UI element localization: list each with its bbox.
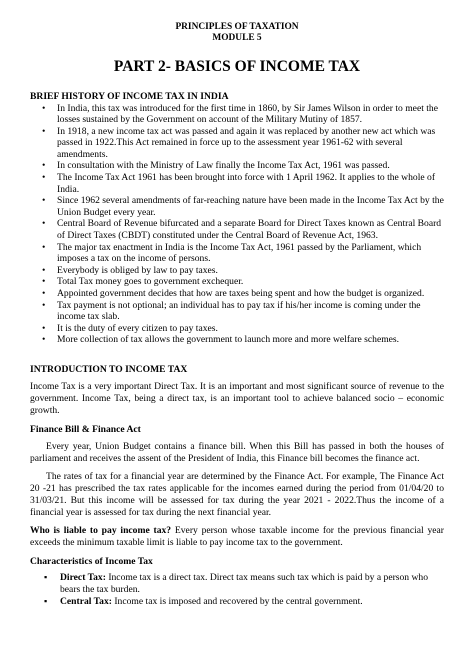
finance-paragraph-1: Every year, Union Budget contains a finance bill. When this Bill has passed in both the houses of parliament and receives the assent of the President of India, this Finance bill becomes the finance act. <box>30 440 444 464</box>
list-item: • Appointed government decides that how are taxes being spent and how the budget is organized. <box>30 288 444 300</box>
characteristic-text: Income tax is imposed and recovered by the central government. <box>111 596 363 608</box>
list-item: • In consultation with the Ministry of Law finally the Income Tax Act, 1961 was passed. <box>30 160 444 172</box>
characteristic-term: Central Tax: <box>60 596 112 608</box>
module-label: MODULE 5 <box>212 33 262 43</box>
list-item: • In 1918, a new income tax act was passed and again it was replaced by another new act which was passed in 1922.This Act remained in force up to the assessment year 1961-62 with several amendments. <box>30 126 444 161</box>
page-title: PART 2- BASICS OF INCOME TAX <box>113 58 361 75</box>
list-item <box>30 596 444 608</box>
history-list <box>30 103 444 346</box>
characteristic-term: Direct Tax: <box>60 572 106 584</box>
finance-heading: Finance Bill & Finance Act <box>30 424 141 436</box>
course-title: PRINCIPLES OF TAXATION <box>175 22 299 32</box>
liability-question: Who is liable to pay income tax? <box>30 524 172 536</box>
list-item: • Everybody is obliged by law to pay taxes. <box>30 265 444 277</box>
list-item <box>30 572 444 596</box>
liability-paragraph <box>30 525 444 549</box>
list-item: • Since 1962 several amendments of far-reaching nature have been made in the Income Tax Act by the Union Budget every year. <box>30 195 444 218</box>
liability-answer: Every person whose taxable income for the previous financial year exceeds the minimum taxable limit is liable to pay income tax to the government. <box>30 524 445 548</box>
list-item: • In India, this tax was introduced for the first time in 1860, by Sir James Wilson in order to meet the losses sustained by the Government on account of the Military Mutiny of 1857. <box>30 103 444 126</box>
characteristic-text: Income tax is a direct tax. Direct tax means such tax which is paid by a person who bears the tax burden. <box>60 572 429 596</box>
history-heading: BRIEF HISTORY OF INCOME TAX IN INDIA <box>30 91 229 102</box>
list-item: • It is the duty of every citizen to pay taxes. <box>30 323 444 335</box>
list-item: • The major tax enactment in India is the Income Tax Act, 1961 passed by the Parliament, which imposes a tax on the income of persons. <box>30 242 444 265</box>
list-item: • Central Board of Revenue bifurcated and a separate Board for Direct Taxes known as Central Board of Direct Taxes (CBDT) constituted under the Central Board of Revenue Act, 1963. <box>30 218 444 241</box>
list-item: • The Income Tax Act 1961 has been brought into force with 1 April 1962. It applies to the whole of India. <box>30 172 444 195</box>
intro-heading: INTRODUCTION TO INCOME TAX <box>30 363 188 375</box>
list-item: • More collection of tax allows the government to launch more and more welfare schemes. <box>30 334 444 346</box>
characteristics-heading: Characteristics of Income Tax <box>30 555 153 567</box>
list-item: • Tax payment is not optional; an individual has to pay tax if his/her income is coming under the income tax slab. <box>30 300 444 323</box>
finance-paragraph-2: The rates of tax for a financial year are determined by the Finance Act. For example, The Finance Act 20 -21 has prescribed the tax rates applicable for the incomes earned during the period from 01/04/20 to 31/03/21. But this income will be assessed for tax during the year 2021 - 2022.Thus the income of a financial year is assessed for tax during the next financial year. <box>30 470 444 518</box>
characteristics-list <box>30 572 444 607</box>
list-item: • Total Tax money goes to government exchequer. <box>30 276 444 288</box>
intro-paragraph: Income Tax is a very important Direct Tax. It is an important and most significant source of revenue to the government. Income Tax, being a direct tax, is an important tool to achieve balanced socio – economic growth. <box>30 381 444 417</box>
